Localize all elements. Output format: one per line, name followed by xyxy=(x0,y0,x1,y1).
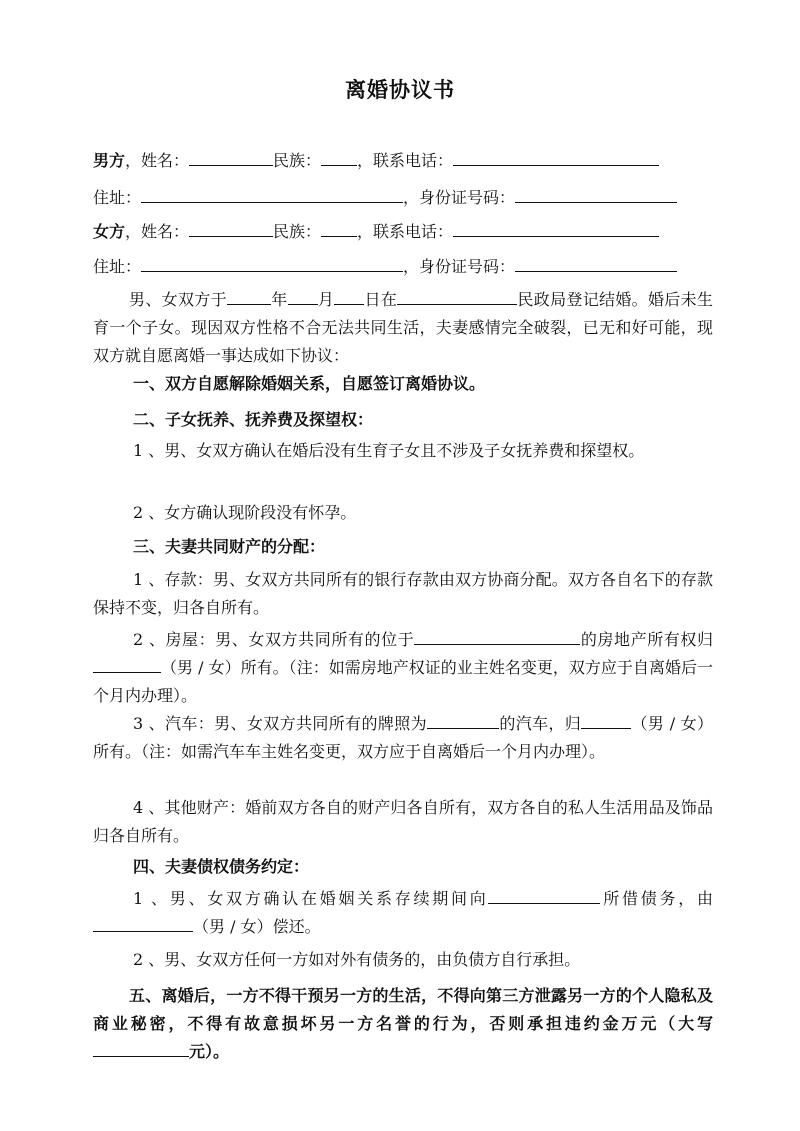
section-4-item-2: 2 、男、女双方任何一方如对外有债务的，由负债方自行承担。 xyxy=(133,950,581,969)
debt-text-2: 所借债务，由 xyxy=(600,889,713,908)
female-phone-label: ，联系电话： xyxy=(357,222,454,241)
section-4-item-1 xyxy=(93,885,713,941)
male-address-label: 住址： xyxy=(93,188,142,207)
intro-text-5: 民政局登记结婚。婚后未生育一个子女。现因双方性格不合无法共同生活，夫妻感情完全破裂，已无和好可能，现双方就自愿离婚一事达成如下协议： xyxy=(93,290,713,365)
creditor-field[interactable] xyxy=(488,888,600,904)
car-text-3: （男 / 女）所有。（注：如需汽车车主姓名变更，双方应于自离婚后一个月内办理）。 xyxy=(93,714,713,761)
house-text-3: （男 / 女）所有。（注：如需房地产权证的业主姓名变更，双方应于自离婚后一个月内办理）。 xyxy=(93,658,713,705)
car-text-2: 的汽车，归 xyxy=(498,714,582,733)
section-2-heading: 二、子女抚养、抚养费及探望权： xyxy=(133,410,374,429)
penalty-text-2: 万元（大写 xyxy=(621,1014,713,1033)
intro-paragraph xyxy=(93,286,713,370)
section-5-paragraph xyxy=(93,982,713,1066)
female-address-label: 住址： xyxy=(93,257,142,276)
section-3-item-4: 4 、其他财产：婚前双方各自的财产归各自所有，双方各自的私人生活用品及饰品归各自所有。 xyxy=(93,798,713,845)
document-title: 离婚协议书 xyxy=(345,78,455,102)
penalty-amount-field[interactable] xyxy=(93,1041,189,1057)
house-text-1: 2 、房屋：男、女双方共同所有的位于 xyxy=(133,630,415,649)
male-info-line xyxy=(93,150,713,171)
female-id-field[interactable] xyxy=(515,256,677,272)
house-text-2: 的房地产所有权归 xyxy=(580,630,713,649)
female-label: 女方 xyxy=(93,222,126,241)
female-address-line xyxy=(93,256,713,277)
car-owner-field[interactable] xyxy=(581,713,631,729)
registry-office-field[interactable] xyxy=(397,289,517,305)
male-label: 男方 xyxy=(93,151,126,170)
section-3-item-1: 1 、存款：男、女双方共同所有的银行存款由双方协商分配。双方各自名下的存款保持不变，归各自所有。 xyxy=(93,570,713,617)
penalty-text-3: 元）。 xyxy=(189,1042,230,1061)
male-ethnic-field[interactable] xyxy=(321,150,357,166)
male-phone-field[interactable] xyxy=(453,150,659,166)
section-3-item-3 xyxy=(93,710,713,766)
male-address-line xyxy=(93,187,713,208)
section-2-item-2: 2 、女方确认现阶段没有怀孕。 xyxy=(133,503,357,522)
male-name-field[interactable] xyxy=(189,150,273,166)
female-name-field[interactable] xyxy=(189,221,273,237)
intro-text-2: 年 xyxy=(270,290,288,309)
female-id-label: ，身份证号码： xyxy=(403,257,516,276)
male-address-field[interactable] xyxy=(141,187,403,203)
female-ethnic-label: 民族： xyxy=(273,222,322,241)
section-3-heading: 三、夫妻共同财产的分配： xyxy=(133,537,326,556)
house-owner-field[interactable] xyxy=(93,657,161,673)
debt-text-1: 1 、男、女双方确认在婚姻关系存续期间向 xyxy=(133,889,489,908)
marriage-day-field[interactable] xyxy=(334,289,364,305)
female-address-field[interactable] xyxy=(141,256,403,272)
intro-text-1: 男、女双方于 xyxy=(129,290,227,309)
intro-text-3: 月 xyxy=(317,290,335,309)
male-phone-label: ，联系电话： xyxy=(357,151,454,170)
marriage-month-field[interactable] xyxy=(288,289,318,305)
debtor-field[interactable] xyxy=(93,916,193,932)
female-info-line xyxy=(93,221,713,242)
male-name-label: ，姓名： xyxy=(125,151,190,170)
car-text-1: 3 、汽车：男、女双方共同所有的牌照为 xyxy=(133,714,427,733)
penalty-text-1: 五、离婚后，一方不得干预另一方的生活，不得向第三方泄露另一方的个人隐私及商业秘密，不得有故意损坏另一方名誉的行为，否则承担违约金 xyxy=(93,986,713,1033)
intro-text-4: 日在 xyxy=(364,290,398,309)
car-plate-field[interactable] xyxy=(427,713,499,729)
marriage-year-field[interactable] xyxy=(227,289,271,305)
female-ethnic-field[interactable] xyxy=(321,221,357,237)
debt-text-3: （男 / 女）偿还。 xyxy=(193,917,321,936)
male-id-field[interactable] xyxy=(515,187,677,203)
male-id-label: ，身份证号码： xyxy=(403,188,516,207)
male-ethnic-label: 民族： xyxy=(273,151,322,170)
section-1-heading: 一、双方自愿解除婚姻关系，自愿签订离婚协议。 xyxy=(133,374,486,393)
section-4-heading: 四、夫妻债权债务约定： xyxy=(133,857,310,876)
house-location-field[interactable] xyxy=(414,629,580,645)
female-phone-field[interactable] xyxy=(453,221,659,237)
female-name-label: ，姓名： xyxy=(125,222,190,241)
section-2-item-1: 1 、男、女双方确认在婚后没有生育子女且不涉及子女抚养费和探望权。 xyxy=(133,441,645,460)
section-3-item-2 xyxy=(93,626,713,710)
